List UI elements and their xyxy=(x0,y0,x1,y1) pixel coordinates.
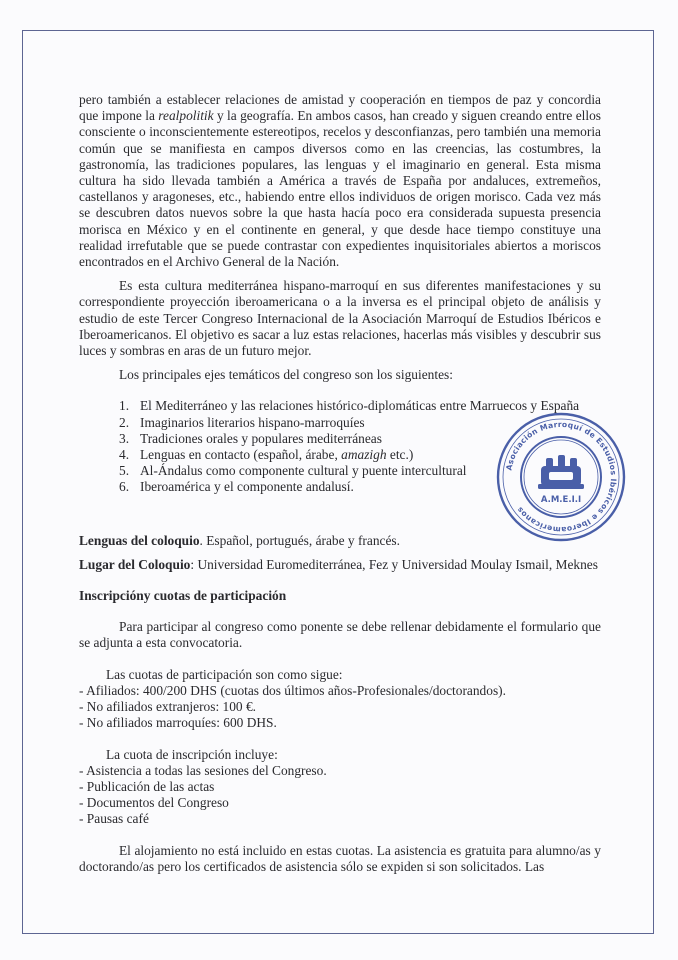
paragraph-congress-objective: Es esta cultura mediterránea hispano-marroquí en sus diferentes manifestaciones y su correspondiente proyección iberoamericana o a la inversa es el principal objeto de análisis y estudio de este Tercer Congreso Internacional de la Asociación Marroquí de Estudios Ibéricos e Iberoamericanos. El objetivo es sacar a luz estas relaciones, hacerlas más visibles y descubrir sus luces y sombras en aras de un futuro mejor. xyxy=(79,278,601,359)
term-realpolitik: realpolitik xyxy=(158,108,214,124)
list-item: - No afiliados extranjeros: 100 €. xyxy=(79,699,257,715)
list-item: 3. Tradiciones orales y populares mediterráneas xyxy=(119,430,382,446)
list-item: - Documentos del Congreso xyxy=(79,795,229,811)
paragraph-mediterranean-culture: pero también a establecer relaciones de amistad y cooperación en tiempos de paz y concordia que impone la realpolitik y la geografía. En ambos casos, han creado y siguen creando entre ellos consciente o inconscientemente estereotipos, recelos y desconfianzas, pero también una memoria común que se manifiesta en campos diversos como en las creencias, las costumbres, la gastronomía, las tradiciones populares, las lenguas y el imaginario en general. Esta misma cultura ha sido llevada también a América a través de España por andaluces, extremeños, castellanos y aragoneses, etc., habiendo entre ellos individuos de origen morisco. Cada vez más se descubren datos nuevos sobre la que hasta hacía poco era considerada supuesta presencia morisca en México y en el continente en general, y que desde hace tiempo constituye una realidad irrefutable que se puede contrastar con expedientes inquisitoriales abiertos a moriscos encontrados en el Archivo General de la Nación. xyxy=(79,92,601,270)
list-item: 5. Al-Ándalus como componente cultural y puente intercultural xyxy=(119,463,467,479)
fees-title: Las cuotas de participación son como sigue: xyxy=(106,666,343,682)
list-item: - Afiliados: 400/200 DHS (cuotas dos últimos años-Profesionales/doctorandos). xyxy=(79,682,506,698)
paragraph-accommodation: El alojamiento no está incluido en estas cuotas. La asistencia es gratuita para alumno/as y doctorando/as pero los certificados de asistencia sólo se expiden si son solicitados. Las xyxy=(79,842,601,874)
includes-title: La cuota de inscripción incluye: xyxy=(106,746,278,762)
list-item: - No afiliados marroquíes: 600 DHS. xyxy=(79,715,277,731)
list-item: - Publicación de las actas xyxy=(79,778,215,794)
list-item: - Pausas café xyxy=(79,811,149,827)
languages-line: Lenguas del coloquio. Español, portugués, árabe y francés. xyxy=(79,532,400,548)
stamp-ring-text: Asociación Marroquí de Estudios Ibéricos e Iberoamericanos xyxy=(504,419,619,535)
venue-line: Lugar del Coloquio: Universidad Euromediterránea, Fez y Universidad Moulay Ismail, Meknes xyxy=(79,556,598,572)
registration-heading: Inscripcióny cuotas de participación xyxy=(79,588,287,604)
fees-block xyxy=(79,667,601,732)
association-stamp xyxy=(494,410,628,544)
registration-intro: Para participar al congreso como ponente se debe rellenar debidamente el formulario que se adjunta a esta convocatoria. xyxy=(79,619,601,651)
list-item: 1. El Mediterráneo y las relaciones histórico-diplomáticas entre Marruecos y España xyxy=(119,398,580,414)
list-item: 4. Lenguas en contacto (español, árabe, amazigh etc.) xyxy=(119,447,414,463)
list-item: 6. Iberoamérica y el componente andalusí. xyxy=(119,479,354,495)
includes-block xyxy=(79,747,601,828)
list-item: - Asistencia a todas las sesiones del Congreso. xyxy=(79,762,327,778)
stamp-acronym: A.M.E.I.I xyxy=(540,495,582,505)
themes-intro: Los principales ejes temáticos del congreso son los siguientes: xyxy=(119,367,453,383)
list-item: 2. Imaginarios literarios hispano-marroquíes xyxy=(119,414,365,430)
